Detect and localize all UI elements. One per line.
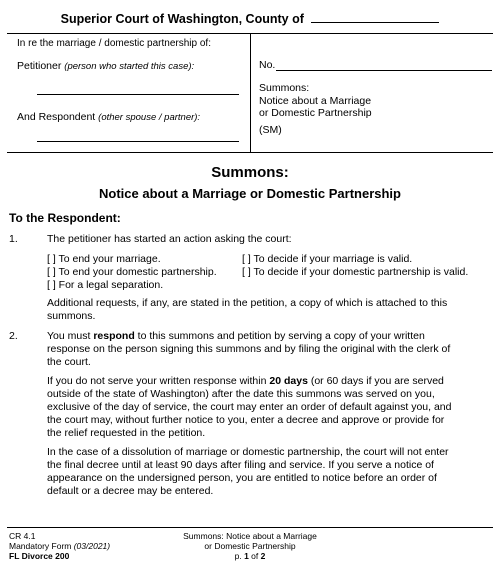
item-1-additional-line-1: Additional requests, if any, are stated in the petition, a copy of which is attached to this — [47, 297, 448, 309]
p1-text-c: to this summons and petition by serving a copy of your written — [134, 330, 425, 342]
court-title — [0, 11, 500, 26]
petitioner-label: Petitioner — [17, 60, 62, 72]
item-2-p3-line-1: In the case of a dissolution of marriage or domestic partnership, the court will not enter — [47, 446, 449, 458]
item-2-p2-line-2: outside of the state of Washington) after the date this summons was served on you, — [47, 388, 435, 400]
respondent-hint: (other spouse / partner): — [98, 112, 201, 123]
petitioner-hint: (person who started this case): — [64, 61, 195, 72]
document-subtitle: Notice about a Marriage or Domestic Partnership — [99, 186, 401, 201]
summons-line-1: Summons: — [259, 82, 310, 94]
page-current: 1 — [244, 551, 249, 561]
court-title-text: Superior Court of Washington, County of — [60, 12, 304, 26]
checkbox-marriage-valid[interactable]: [ ] To decide if your marriage is valid. — [242, 253, 413, 265]
item-2-p3-line-4: default or a decree may be entered. — [47, 485, 214, 497]
in-re-text: In re the marriage / domestic partnership of: — [17, 38, 211, 49]
page-of: of — [248, 551, 261, 561]
item-1-number: 1. — [9, 233, 18, 245]
item-2-p1-line-3: the court. — [47, 356, 91, 368]
page-total: 2 — [260, 551, 266, 561]
p1-respond-bold: respond — [93, 330, 135, 342]
p2-text-c: (or 60 days if you are served — [307, 375, 444, 387]
footer-left — [9, 531, 110, 561]
footer-mandatory — [9, 541, 110, 551]
respondent-label: And Respondent — [17, 111, 96, 123]
checkbox-end-partnership[interactable]: [ ] To end your domestic partnership. — [47, 266, 217, 278]
footer-center — [160, 531, 340, 561]
footer-center-line-2: or Domestic Partnership — [204, 541, 296, 551]
footer-mandatory-text: Mandatory Form — [9, 541, 74, 551]
item-2-p2-line-3: exclusive of the day of service, the court may enter an order of default against you, and — [47, 401, 452, 413]
summons-line-3: or Domestic Partnership — [259, 107, 372, 119]
item-1-additional — [47, 297, 447, 323]
item-2-paragraph-2 — [47, 375, 451, 440]
item-1-additional-line-2: summons. — [47, 310, 96, 322]
page-prefix: p. — [234, 551, 245, 561]
summons-code: (SM) — [259, 123, 282, 136]
item-2-p1-line-2: response on the person signing this summons and by filing the original with the clerk of — [47, 343, 451, 355]
case-no-label: No. — [259, 59, 276, 71]
item-2-p1-line-1 — [47, 330, 450, 343]
footer-rule — [7, 527, 493, 528]
petitioner-name-line[interactable] — [37, 94, 239, 95]
case-number-line[interactable] — [276, 70, 492, 71]
p1-text-a: You must — [47, 330, 94, 342]
header-bottom-rule — [7, 152, 493, 153]
checkbox-legal-separation[interactable]: [ ] For a legal separation. — [47, 279, 164, 291]
county-blank[interactable] — [311, 11, 439, 23]
p2-20-days-bold: 20 days — [269, 375, 308, 387]
to-respondent-heading: To the Respondent: — [9, 211, 121, 225]
item-2-number: 2. — [9, 330, 18, 342]
item-2-paragraph-1 — [47, 330, 450, 369]
petitioner-label-row — [17, 60, 194, 72]
footer-form-id: FL Divorce 200 — [9, 551, 70, 561]
checkbox-end-marriage[interactable]: [ ] To end your marriage. — [47, 253, 161, 265]
summons-line-2: Notice about a Marriage — [259, 94, 372, 107]
item-2-p2-line-5: the relief requested in the petition. — [47, 427, 206, 439]
item-2-p3-line-2: the final decree until at least 90 days after filing and service. If you serve a notice of — [47, 459, 434, 471]
respondent-name-line[interactable] — [37, 141, 239, 142]
document-title: Summons: — [211, 164, 289, 181]
header-divider — [250, 33, 251, 152]
item-2-paragraph-3 — [47, 446, 449, 498]
p2-text-a: If you do not serve your written response within — [47, 375, 270, 387]
item-2-p2-line-1 — [47, 375, 451, 388]
footer-page-number — [160, 551, 340, 561]
item-2-p2-line-4: the court may, without further notice to you, enter a decree and approve or provide for — [47, 414, 445, 426]
checkbox-partnership-valid[interactable]: [ ] To decide if your domestic partnership is valid. — [242, 266, 469, 278]
footer-rule-text: CR 4.1 — [9, 531, 36, 541]
item-1-intro: The petitioner has started an action asking the court: — [47, 233, 292, 245]
respondent-label-row — [17, 111, 200, 123]
footer-center-line-1: Summons: Notice about a Marriage — [183, 531, 317, 541]
footer-mandatory-date: (03/2021) — [73, 541, 111, 551]
summons-label-block — [259, 82, 372, 136]
item-2-p3-line-3: appearance on the undersigned person, you are entitled to notice before an order of — [47, 472, 437, 484]
